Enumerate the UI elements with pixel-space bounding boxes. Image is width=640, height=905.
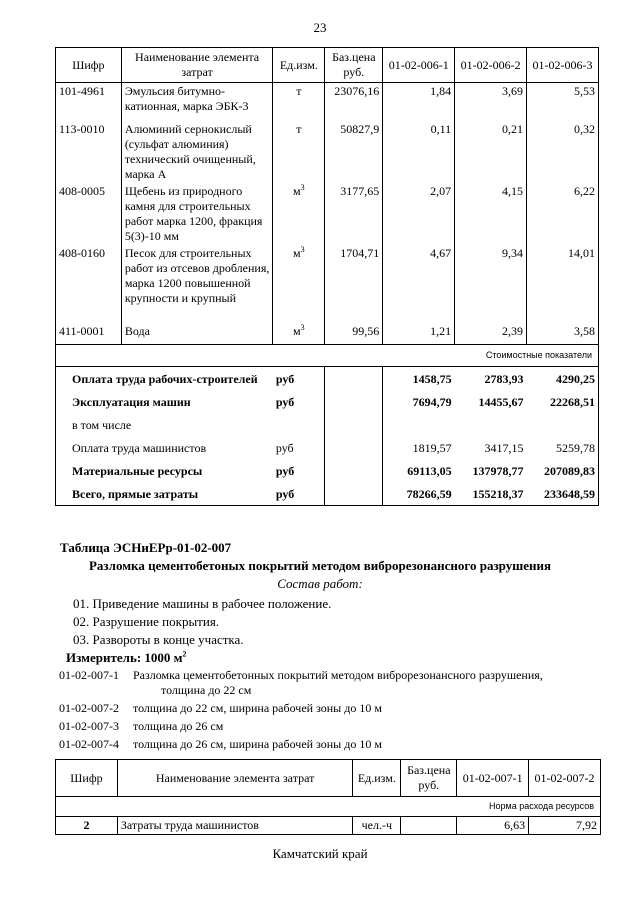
cost-row: [56, 482, 599, 506]
cost-price: [325, 459, 383, 482]
row-name: Вода: [121, 323, 273, 345]
row-price: 23076,16: [325, 83, 383, 121]
row-v2: 2,39: [455, 323, 527, 345]
cost-row: [56, 413, 599, 436]
row-code: 113-0010: [56, 121, 122, 183]
cost-v2: 3417,15: [484, 441, 524, 455]
table-row: [56, 83, 599, 121]
row-price: 1704,71: [325, 245, 383, 323]
header-price: Баз.цена руб.: [325, 48, 383, 83]
row-code: 408-0005: [56, 183, 122, 245]
row-code: 2: [56, 817, 118, 835]
page-number: 23: [313, 20, 327, 35]
table-row: [56, 817, 601, 835]
header-col1: 01-02-006-1: [383, 48, 455, 83]
cost-unit: руб: [275, 441, 294, 455]
row-code: 101-4961: [56, 83, 122, 121]
cost-row: [56, 390, 599, 413]
row-v1: 4,67: [383, 245, 455, 323]
cost-v1: 1819,57: [383, 436, 455, 459]
resources-table-007: [55, 759, 601, 835]
row-v2: 3,69: [455, 83, 527, 121]
cost-v1: 78266,59: [383, 482, 455, 506]
measure-superscript: 2: [182, 649, 187, 659]
resources-table-006: [55, 47, 599, 506]
row-v3: 14,01: [527, 245, 599, 323]
measure-label: Измеритель: 1000 м: [66, 650, 183, 665]
cost-v2: 155218,37: [472, 487, 524, 501]
table-row: [56, 183, 599, 245]
unit-superscript: 3: [300, 182, 305, 192]
row-name: Щебень из природного камня для строительных работ марка 1200, фракция 5(3)-10 мм: [121, 183, 273, 245]
row-unit: т: [273, 121, 325, 183]
cost-price: [325, 436, 383, 459]
cost-v2: 2783,93: [484, 372, 524, 386]
item-text-cont: толщина до 22 см: [161, 683, 252, 697]
header-name: Наименование элемента затрат: [121, 48, 273, 83]
cost-v1: 7694,79: [383, 390, 455, 413]
cost-price: [325, 413, 383, 436]
cost-label: Оплата труда рабочих-строителей: [72, 372, 258, 386]
item-code: 01-02-007-2: [59, 701, 119, 715]
row-v1: 0,11: [383, 121, 455, 183]
cost-v3: 22268,51: [550, 395, 595, 409]
row-unit: т: [273, 83, 325, 121]
cost-v1: 69113,05: [383, 459, 455, 482]
cost-unit: [273, 413, 325, 436]
row-v2: 9,34: [455, 245, 527, 323]
row-code: 411-0001: [56, 323, 122, 345]
table-row: [56, 245, 599, 323]
cost-v2: [455, 413, 527, 436]
row-v1: 6,63: [457, 817, 529, 835]
measure: [66, 650, 187, 666]
cost-v2: 137978,77: [472, 464, 524, 478]
footer-region: Камчатский край: [272, 846, 368, 861]
cost-label: Оплата труда машинистов: [72, 441, 207, 455]
row-v1: 1,84: [383, 83, 455, 121]
item-code: 01-02-007-3: [59, 719, 119, 733]
table-header-row: [56, 48, 599, 83]
cost-price: [325, 482, 383, 506]
unit-superscript: 3: [300, 322, 305, 332]
cost-unit: руб: [275, 464, 295, 478]
table-header-row: [56, 760, 601, 797]
row-name: Затраты труда машинистов: [117, 817, 352, 835]
header-code: Шифр: [56, 760, 118, 797]
item-code: 01-02-007-4: [59, 737, 119, 751]
cost-label: Эксплуатация машин: [72, 395, 191, 409]
row-price: 50827,9: [325, 121, 383, 183]
row-v2: 7,92: [529, 817, 601, 835]
norm-header: Норма расхода ресурсов: [56, 797, 601, 817]
row-v2: 4,15: [455, 183, 527, 245]
cost-v3: [527, 413, 599, 436]
cost-v3: 5259,78: [556, 441, 595, 455]
header-col2: 01-02-006-2: [455, 48, 527, 83]
row-v3: 3,58: [527, 323, 599, 345]
cost-row: [56, 367, 599, 391]
cost-unit: руб: [275, 372, 295, 386]
works-caption: Состав работ:: [277, 576, 363, 591]
cost-v1: [383, 413, 455, 436]
work-step: 03. Развороты в конце участка.: [73, 632, 244, 647]
work-step: 01. Приведение машины в рабочее положение.: [73, 596, 332, 611]
header-name: Наименование элемента затрат: [117, 760, 352, 797]
cost-label: Материальные ресурсы: [72, 464, 203, 478]
item-text: толщина до 22 см, ширина рабочей зоны до 10 м: [133, 701, 382, 715]
table-row: [56, 121, 599, 183]
row-code: 408-0160: [56, 245, 122, 323]
row-v2: 0,21: [455, 121, 527, 183]
cost-header: Стоимостные показатели: [56, 345, 599, 367]
cost-v1: 1458,75: [383, 367, 455, 391]
row-v1: 1,21: [383, 323, 455, 345]
row-v1: 2,07: [383, 183, 455, 245]
cost-price: [325, 367, 383, 391]
cost-v3: 4290,25: [556, 372, 595, 386]
row-unit: чел.-ч: [353, 817, 401, 835]
row-v3: 0,32: [527, 121, 599, 183]
section-title: Разломка цементобетоных покрытий методом виброрезонансного разрушения: [88, 558, 551, 573]
table-id: Таблица ЭСНиЕРр-01-02-007: [60, 540, 232, 555]
work-step: 02. Разрушение покрытия.: [73, 614, 220, 629]
row-unit: $м^3$: [273, 323, 325, 345]
row-price: [401, 817, 457, 835]
header-code: Шифр: [56, 48, 122, 83]
cost-v3: 207089,83: [544, 464, 595, 478]
item-code: 01-02-007-1: [59, 668, 119, 682]
header-col3: 01-02-006-3: [527, 48, 599, 83]
cost-header-row: [56, 345, 599, 367]
row-price: 3177,65: [325, 183, 383, 245]
row-name: Эмульсия битумно-катионная, марка ЭБК-3: [121, 83, 273, 121]
header-col1: 01-02-007-1: [457, 760, 529, 797]
item-text: толщина до 26 см, ширина рабочей зоны до 10 м: [133, 737, 382, 751]
norm-header-row: [56, 797, 601, 817]
cost-label: в том числе: [72, 418, 132, 432]
cost-label: Всего, прямые затраты: [72, 487, 199, 501]
row-unit: $м^3$: [273, 245, 325, 323]
cost-v3: 233648,59: [544, 487, 595, 501]
cost-row: [56, 436, 599, 459]
row-unit: $м^3$: [273, 183, 325, 245]
cost-unit: руб: [275, 395, 295, 409]
table-row: [56, 323, 599, 345]
cost-row: [56, 459, 599, 482]
item-text: Разломка цементобетонных покрытий методом виброрезонансного разрушения,: [133, 668, 543, 682]
item-text: толщина до 26 см: [133, 719, 224, 733]
cost-unit: руб: [275, 487, 295, 501]
row-name: Песок для строительных работ из отсевов дробления, марка 1200 повышенной крупности и крупный: [121, 245, 273, 323]
header-unit: Ед.изм.: [273, 48, 325, 83]
cost-v2: 14455,67: [478, 395, 524, 409]
header-price: Баз.цена руб.: [401, 760, 457, 797]
row-v3: 5,53: [527, 83, 599, 121]
row-v3: 6,22: [527, 183, 599, 245]
header-col2: 01-02-007-2: [529, 760, 601, 797]
row-name: Алюминий сернокислый (сульфат алюминия) технический очищенный, марка А: [121, 121, 273, 183]
header-unit: Ед.изм.: [353, 760, 401, 797]
unit-superscript: 3: [300, 244, 305, 254]
row-price: 99,56: [325, 323, 383, 345]
cost-price: [325, 390, 383, 413]
